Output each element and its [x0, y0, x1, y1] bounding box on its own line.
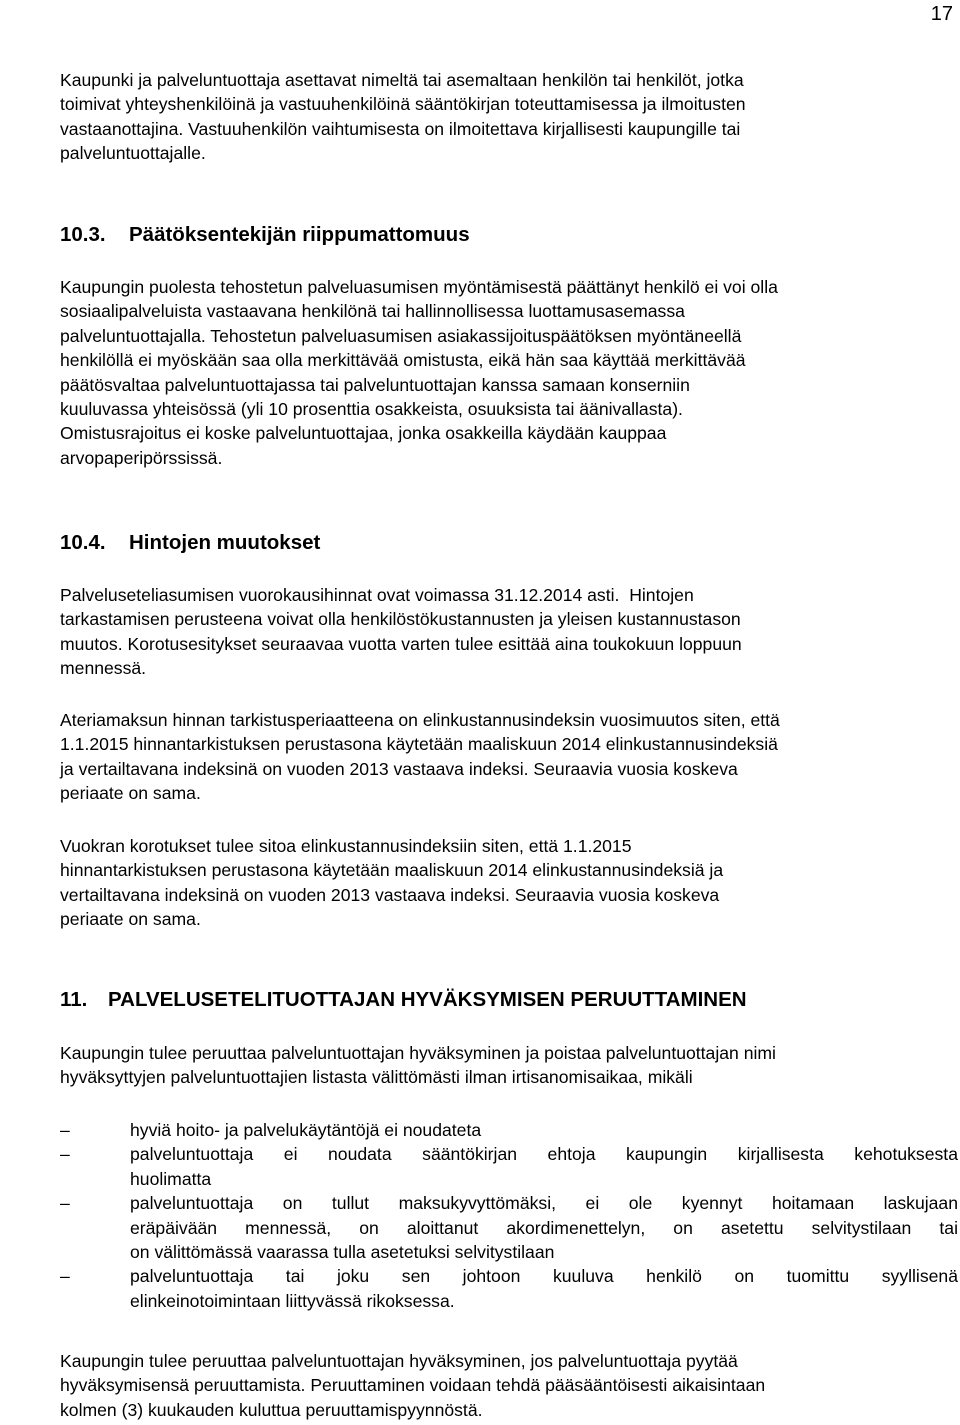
text-line: kolmen (3) kuukauden kuluttua peruuttamispyynnöstä.: [60, 1399, 483, 1420]
text-line: Omistusrajoitus ei koske palveluntuottajaa, jonka osakkeilla käydään kauppaa: [60, 423, 667, 444]
section-number: 11.: [60, 988, 88, 1011]
text-line: periaate on sama.: [60, 909, 201, 930]
revocation-conditions-list: [60, 1118, 960, 1313]
text-line: arvopaperipörssissä.: [60, 447, 223, 468]
text-line: Kaupunki ja palveluntuottaja asettavat nimeltä tai asemaltaan henkilön tai henkilöt, jotka: [60, 70, 744, 90]
text-line: mennessä.: [60, 658, 147, 679]
text-line: eräpäivään mennessä, on aloittanut akordimenettelyn, on asetettu selvitystilaan tai: [130, 1217, 958, 1238]
list-item: [60, 1118, 958, 1142]
section-10-3-paragraph: [60, 275, 940, 470]
section-title: Hintojen muutokset: [129, 531, 321, 554]
text-line: hyväksyttyjen palveluntuottajien listasta välittömästi ilman irtisanomisaikaa, mikäli: [60, 1067, 693, 1088]
text-line: palveluntuottajalla. Tehostetun palveluasumisen asiakassijoituspäätöksen myöntäneellä: [60, 325, 742, 346]
text-line: hyväksymisensä peruuttamista. Peruuttaminen voidaan tehdä pääsääntöisesti aikaisintaan: [60, 1375, 766, 1396]
text-line: palveluntuottaja ei noudata sääntökirjan ehtoja kaupungin kirjallisesta kehotuksesta: [130, 1144, 958, 1165]
section-10-4-paragraph-2: [60, 708, 940, 806]
text-line: huolimatta: [130, 1168, 212, 1189]
section-heading-10-3: [60, 222, 470, 248]
section-number: 10.3.: [60, 223, 106, 246]
text-line: toimivat yhteyshenkilöinä ja vastuuhenkilöinä sääntökirjan toteuttamisessa ja ilmoitusten: [60, 94, 746, 115]
dash-bullet-icon: –: [60, 1193, 70, 1214]
section-title: PALVELUSETELITUOTTAJAN HYVÄKSYMISEN PERUUTTAMINEN: [108, 988, 747, 1011]
list-item: [60, 1264, 958, 1313]
text-line: Palveluseteliasumisen vuorokausihinnat ovat voimassa 31.12.2014 asti. Hintojen: [60, 585, 694, 605]
dash-bullet-icon: –: [60, 1266, 70, 1287]
text-line: Kaupungin tulee peruuttaa palveluntuottajan hyväksyminen, jos palveluntuottaja pyytää: [60, 1351, 738, 1371]
text-line: sosiaalipalveluista vastaavana henkilönä tai hallinnollisessa luottamusasemassa: [60, 301, 685, 322]
text-line: kuuluvassa yhteisössä (yli 10 prosenttia osakkeista, osuuksista tai äänivallasta).: [60, 399, 683, 420]
text-line: hyviä hoito- ja palvelukäytäntöjä ei noudateta: [130, 1120, 482, 1140]
section-heading-10-4: [60, 530, 320, 556]
page-number: 17: [930, 3, 953, 25]
text-line: on välittömässä vaarassa tulla asetetuksi selvitystilaan: [130, 1242, 555, 1263]
text-line: muutos. Korotusesitykset seuraavaa vuotta varten tulee esittää aina toukokuun loppuun: [60, 633, 742, 654]
text-line: hinnantarkistuksen perustasona käytetään maaliskuun 2014 elinkustannusindeksiä ja: [60, 860, 724, 881]
text-line: Vuokran korotukset tulee sitoa elinkustannusindeksiin siten, että 1.1.2015: [60, 836, 632, 856]
text-line: tarkastamisen perusteena voivat olla henkilöstökustannusten ja yleisen kustannustason: [60, 609, 741, 630]
text-line: Kaupungin tulee peruuttaa palveluntuottajan hyväksyminen ja poistaa palveluntuottajan nimi: [60, 1043, 776, 1063]
section-10-4-paragraph-3: [60, 834, 940, 932]
section-number: 10.4.: [60, 531, 106, 554]
section-11-closing: [60, 1349, 940, 1422]
text-line: henkilöllä ei myöskään saa olla merkittävää omistusta, eikä hän saa käyttää merkittävää: [60, 350, 746, 371]
dash-bullet-icon: –: [60, 1144, 70, 1165]
intro-paragraph: [60, 68, 940, 166]
text-line: ja vertailtavana indeksinä on vuoden 2013 vastaava indeksi. Seuraavia vuosia koskeva: [60, 758, 738, 779]
text-line: palveluntuottajalle.: [60, 143, 206, 164]
text-line: elinkeinotoimintaan liittyvässä rikoksessa.: [130, 1290, 455, 1311]
dash-bullet-icon: –: [60, 1120, 70, 1140]
text-line: päätösvaltaa palveluntuottajassa tai palveluntuottajan kanssa samaan konserniin: [60, 374, 690, 395]
text-line: Kaupungin puolesta tehostetun palveluasumisen myöntämisestä päättänyt henkilö ei voi olla: [60, 277, 778, 297]
text-line: vertailtavana indeksinä on vuoden 2013 vastaava indeksi. Seuraavia vuosia koskeva: [60, 884, 720, 905]
text-line: 1.1.2015 hinnantarkistuksen perustasona käytetään maaliskuun 2014 elinkustannusindeksiä: [60, 734, 778, 755]
section-11-intro: [60, 1041, 940, 1090]
list-item: [60, 1142, 958, 1191]
section-title: Päätöksentekijän riippumattomuus: [129, 223, 470, 246]
text-line: palveluntuottaja on tullut maksukyvyttömäksi, ei ole kyennyt hoitamaan laskujaan: [130, 1193, 958, 1214]
text-line: palveluntuottaja tai joku sen johtoon kuuluva henkilö on tuomittu syyllisenä: [130, 1266, 958, 1287]
text-line: vastaanottajina. Vastuuhenkilön vaihtumisesta on ilmoitettava kirjallisesti kaupungille tai: [60, 118, 741, 139]
section-heading-11: [60, 987, 747, 1013]
text-line: periaate on sama.: [60, 783, 201, 804]
section-10-4-paragraph-1: [60, 583, 940, 681]
text-line: Ateriamaksun hinnan tarkistusperiaatteena on elinkustannusindeksin vuosimuutos siten, että: [60, 710, 780, 730]
list-item: [60, 1191, 958, 1264]
